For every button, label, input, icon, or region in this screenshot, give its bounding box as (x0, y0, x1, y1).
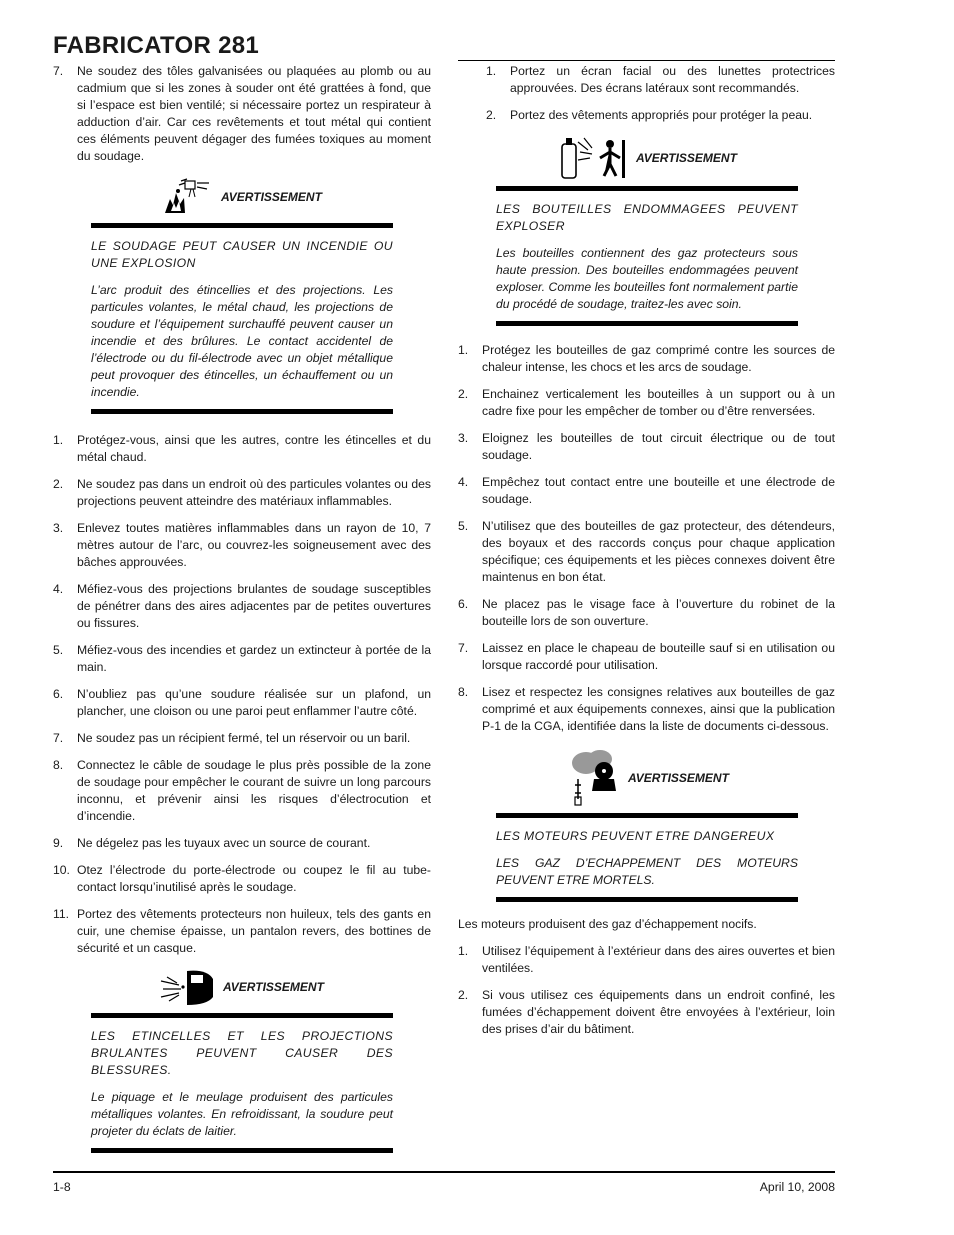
list-item: 3. Eloignez les bouteilles de tout circuit électrique ou de tout soudage. (458, 431, 835, 462)
fire-prevention-list (53, 432, 431, 957)
face-protection-list (458, 63, 835, 124)
left-column (53, 63, 431, 1153)
engine-exhaust-icon (570, 749, 620, 807)
footer-date: April 10, 2008 (759, 1180, 835, 1194)
list-item: 2. Enchainez verticalement les bouteilles à un support ou à un cadre fixe pour les empêcher de tomber ou d’être renversées. (458, 387, 835, 418)
list-item: 1. Portez un écran facial ou des lunettes protectrices approuvées. Des écrans latéraux sont recommandés. (486, 64, 835, 95)
warning-label: AVERTISSEMENT (221, 189, 322, 204)
list-item: 2. Ne soudez pas dans un endroit où des particules volantes ou des projections peuvent atteindre des matériaux inflammables. (53, 477, 431, 508)
engine-intro: Les moteurs produisent des gaz d’échappement nocifs. (458, 917, 757, 931)
warning-heading: LE SOUDAGE PEUT CAUSER UN INCENDIE OU UNE EXPLOSION (91, 239, 393, 270)
warning-box-fire (91, 223, 393, 414)
warning-body: LES GAZ D’ECHAPPEMENT DES MOTEURS PEUVENT ETRE MORTELS. (496, 856, 798, 887)
warning-header-engine (570, 749, 835, 807)
warning-box-sparks (91, 1013, 393, 1153)
warning-body: L’arc produit des étincellies et des projections. Les particules volantes, le métal chaud, les projections de soudure et l’équipement surchauffé peuvent causer un incendie et des brûlures. Le contact accidentel de l’électrode ou du fil-électrode avec un objet métallique peut provoquer des étincelles, un échauffement ou un incendie. (91, 283, 393, 399)
fire-explosion-icon (161, 177, 213, 217)
list-item: 7. Ne soudez des tôles galvanisées ou plaquées au plomb ou au cadmium que si les zones à souder ont été grattées à fond, que si l’espace est bien ventilé; si nécessaire portez un respirateur à adduction d’air. Car ces revêtements et tout métal qui contient ces éléments peuvent dégager des fumées toxiques au moment du soudage. (53, 64, 431, 163)
list-item: 1. Protégez-vous, ainsi que les autres, contre les étincelles et du métal chaud. (53, 433, 431, 464)
list-item: 10. Otez l’électrode du porte-électrode ou coupez le fil au tube-contact lorsqu’inutilisé après le soudage. (53, 863, 431, 894)
list-item: 8. Lisez et respectez les consignes relatives aux bouteilles de gaz comprimé et aux équipements connexes, ainsi que la publication P-1 de la CGA, identifiée dans la liste de documents ci-dessous. (458, 685, 835, 733)
list-item: 2. Portez des vêtements appropriés pour protéger la peau. (486, 108, 813, 122)
page-title: FABRICATOR 281 (53, 32, 260, 59)
list-item: 4. Empêchez tout contact entre une bouteille et une électrode de soudage. (458, 475, 835, 506)
cylinder-list (458, 342, 835, 735)
list-item: 11. Portez des vêtements protecteurs non huileux, tels des gants en cuir, une chemise épaisse, un pantalon revers, des bottines de sécurité et un casque. (53, 907, 431, 955)
engine-list (458, 943, 835, 1038)
right-column (458, 63, 835, 1048)
list-item: 2. Si vous utilisez ces équipements dans un endroit confiné, les fumées d’échappement doivent être envoyées à l’extérieur, loin des prises d’air du bâtiment. (458, 988, 835, 1036)
warning-body: Les bouteilles contiennent des gaz protecteurs sous haute pression. Des bouteilles endommagées peuvent exploser. Comme les bouteilles font normalement partie du procédé de soudage, traitez-les avec soin. (496, 246, 798, 311)
list-item: 6. Ne placez pas le visage face à l’ouverture du robinet de la bouteille lors de son ouverture. (458, 597, 835, 628)
list-item: 8. Connectez le câble de soudage le plus près possible de la zone de soudage pour empêcher le courant de suivre un long parcours inconnu, et prévenir ainsi les risques d’électrocution et d’incendie. (53, 758, 431, 823)
footer-rule (53, 1171, 835, 1173)
list-item: 4. Méfiez-vous des projections brulantes de soudage susceptibles de pénétrer dans des aires adjacentes par de petites ouvertures ou fissures. (53, 582, 431, 630)
list-item: 6. N’oubliez pas qu’une soudure réalisée sur un plafond, un plancher, une cloison ou une paroi peut enflammer l’autre côté. (53, 687, 431, 718)
cylinder-explosion-icon (558, 136, 628, 180)
warning-label: AVERTISSEMENT (636, 150, 737, 165)
warning-box-cylinder (496, 186, 798, 326)
list-item: 3. Enlevez toutes matières inflammables dans un rayon de 10, 7 mètres autour de l’arc, ou couvrez-les soigneusement avec des bâches approuvées. (53, 521, 431, 569)
warning-header-fire (161, 177, 431, 217)
list-item: 5. Méfiez-vous des incendies et gardez un extincteur à portée de la main. (53, 643, 431, 674)
header-rule (458, 60, 835, 61)
warning-box-engine (496, 813, 798, 902)
warning-label: AVERTISSEMENT (628, 770, 729, 785)
warning-heading: LES ETINCELLES ET LES PROJECTIONS BRULANTES PEUVENT CAUSER DES BLESSURES. (91, 1029, 393, 1077)
warning-header-sparks (159, 967, 431, 1007)
list-item: 7. Laissez en place le chapeau de bouteille sauf si en utilisation ou lorsque raccordé pour utilisation. (458, 641, 835, 672)
list-item: 5. N’utilisez que des bouteilles de gaz protecteur, des détendeurs, des boyaux et des raccords conçus pour chaque application spécifique; ces équipements et les pièces connexes doivent être maintenus en bon état. (458, 519, 835, 584)
galvanized-list (53, 63, 431, 165)
list-item: 9. Ne dégelez pas les tuyaux avec un source de courant. (53, 836, 371, 850)
flying-sparks-helmet-icon (159, 967, 215, 1007)
page-number: 1-8 (53, 1180, 71, 1194)
warning-label: AVERTISSEMENT (223, 979, 324, 994)
list-item: 1. Protégez les bouteilles de gaz comprimé contre les sources de chaleur intense, les chocs et les arcs de soudage. (458, 343, 835, 374)
list-item: 1. Utilisez l’équipement à l’extérieur dans des aires ouvertes et bien ventilées. (458, 944, 835, 975)
warning-heading: LES MOTEURS PEUVENT ETRE DANGEREUX (496, 829, 775, 843)
warning-body: Le piquage et le meulage produisent des particules métalliques volantes. En refroidissant, la soudure peut projeter du éclats de laitier. (91, 1090, 393, 1138)
warning-header-cylinder (558, 136, 835, 180)
warning-heading: LES BOUTEILLES ENDOMMAGEES PEUVENT EXPLOSER (496, 202, 798, 233)
list-item: 7. Ne soudez pas un récipient fermé, tel un réservoir ou un baril. (53, 731, 411, 745)
